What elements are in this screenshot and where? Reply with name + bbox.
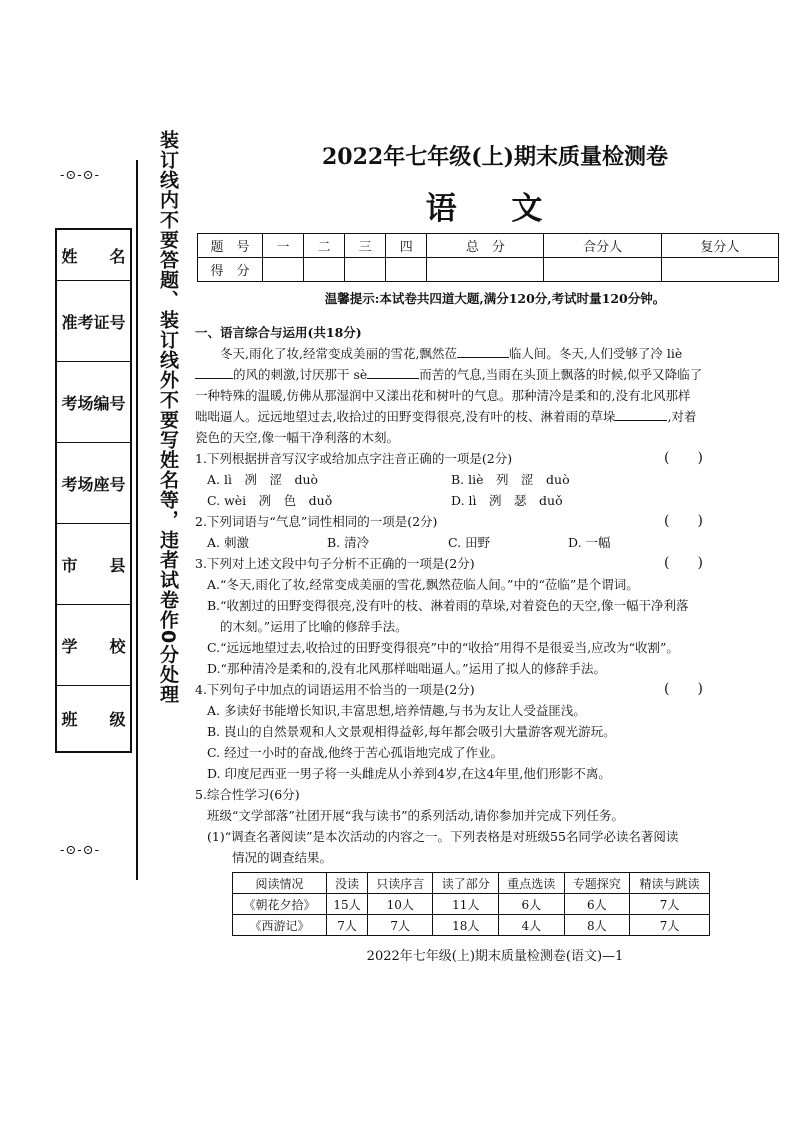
- score-header-cell: 二: [304, 234, 345, 258]
- table-header-cell: 专题探究: [564, 873, 630, 894]
- field-name[interactable]: 姓 名: [57, 230, 130, 281]
- question-3-option-a[interactable]: A.“冬天,雨化了妆,经常变成美丽的雪花,飘然莅临人间。”中的“莅临”是个谓词。: [207, 577, 639, 592]
- score-header-cell: 复分人: [661, 234, 778, 258]
- question-5-intro: 班级“文学部落”社团开展“我与读书”的系列活动,请你参加并完成下列任务。: [207, 808, 625, 823]
- score-input-cell[interactable]: [427, 258, 544, 282]
- score-input-cell[interactable]: [263, 258, 304, 282]
- table-cell: 7人: [367, 915, 433, 936]
- page-footer: 2022年七年级(上)期末质量检测卷(语文)—1: [366, 949, 624, 964]
- score-table-header-row: [198, 234, 779, 258]
- question-3-answer-paren[interactable]: ( ): [664, 555, 703, 571]
- binding-decoration-top: -⊙-⊙-: [60, 168, 100, 183]
- score-input-cell[interactable]: [544, 258, 661, 282]
- question-4-option-b[interactable]: B. 崀山的自然景观和人文景观相得益彰,每年都会吸引大量游客观光游玩。: [207, 724, 616, 739]
- table-cell: 15人: [327, 894, 368, 915]
- field-school[interactable]: 学 校: [57, 605, 130, 686]
- table-cell: 10人: [367, 894, 433, 915]
- answer-blank[interactable]: [457, 357, 509, 358]
- question-1-stem: 1.下列根据拼音写汉字或给加点字注音正确的一项是(2分): [195, 451, 513, 466]
- score-table-score-row: [198, 258, 779, 282]
- field-exam-number[interactable]: 准考证号: [57, 281, 130, 362]
- question-1-option-c[interactable]: C. wèi 冽 色 duǒ: [207, 493, 333, 508]
- score-input-cell[interactable]: [304, 258, 345, 282]
- question-2-option-d[interactable]: D. 一幅: [568, 535, 611, 550]
- answer-blank[interactable]: [367, 378, 419, 379]
- passage-line: 一种特殊的温暖,仿佛从那湿润中又漾出花和树叶的气息。那种清冷是柔和的,没有北风那样: [195, 388, 691, 403]
- score-input-cell[interactable]: [386, 258, 427, 282]
- question-5-stem: 5.综合性学习(6分): [195, 787, 300, 802]
- passage-text: 咄咄逼人。远远地望过去,收拾过的田野变得很亮,没有叶的枝、淋着雨的草垛: [195, 409, 616, 424]
- score-header-cell: 总 分: [427, 234, 544, 258]
- score-table: [197, 233, 779, 282]
- table-header-cell: 只读序言: [367, 873, 433, 894]
- score-row-label: 得 分: [198, 258, 263, 282]
- answer-blank[interactable]: [615, 420, 667, 421]
- question-4-stem: 4.下列句子中加点的词语运用不恰当的一项是(2分): [195, 682, 475, 697]
- table-cell: 《西游记》: [233, 915, 327, 936]
- question-3-option-c[interactable]: C.“远远地望过去,收拾过的田野变得很亮”中的“收拾”用得不是很妥当,应改为“收割”。: [207, 640, 679, 655]
- question-5-sub1: (1)“调查名著阅读”是本次活动的内容之一。下列表格是对班级55名同学必读名著阅读: [207, 829, 679, 844]
- question-3-stem: 3.下列对上述文段中句子分析不正确的一项是(2分): [195, 556, 475, 571]
- table-row: [233, 915, 710, 936]
- question-1-answer-paren[interactable]: ( ): [664, 450, 703, 466]
- table-cell: 7人: [630, 915, 710, 936]
- question-2-option-b[interactable]: B. 清冷: [327, 535, 370, 550]
- score-header-cell: 合分人: [544, 234, 661, 258]
- exam-tip: 温馨提示:本试卷共四道大题,满分120分,考试时量120分钟。: [324, 291, 666, 306]
- question-2-answer-paren[interactable]: ( ): [664, 513, 703, 529]
- table-header-cell: 精读与跳读: [630, 873, 710, 894]
- score-header-cell: 题 号: [198, 234, 263, 258]
- question-1-option-b[interactable]: B. liè 列 涩 duò: [451, 472, 570, 487]
- table-cell: 7人: [327, 915, 368, 936]
- passage-line: [195, 364, 702, 386]
- table-cell: 11人: [433, 894, 499, 915]
- question-3-option-b-cont: 的木刻。”运用了比喻的修辞手法。: [220, 619, 408, 634]
- binding-notice: 装订线内不要答题、装订线外不要写姓名等，违者试卷作0分处理: [157, 130, 179, 705]
- question-5-sub1-cont: 情况的调查结果。: [232, 850, 333, 865]
- score-header-cell: 四: [386, 234, 427, 258]
- field-city-county[interactable]: 市 县: [57, 524, 130, 605]
- table-cell: 6人: [564, 894, 630, 915]
- section-heading: 一、语言综合与运用(共18分): [195, 325, 362, 340]
- table-cell: 《朝花夕拾》: [233, 894, 327, 915]
- table-cell: 8人: [564, 915, 630, 936]
- table-cell: 6人: [499, 894, 565, 915]
- table-cell: 7人: [630, 894, 710, 915]
- table-header-cell: 没读: [327, 873, 368, 894]
- field-exam-room[interactable]: 考场编号: [57, 362, 130, 443]
- binding-line: [136, 160, 138, 880]
- score-header-cell: 一: [263, 234, 304, 258]
- passage-line: [195, 406, 696, 428]
- question-1-option-d[interactable]: D. lì 洌 瑟 duǒ: [451, 493, 563, 508]
- passage-line: [220, 343, 682, 365]
- question-1-option-a[interactable]: A. lì 冽 涩 duò: [207, 472, 319, 487]
- table-header-cell: 阅读情况: [233, 873, 327, 894]
- answer-blank[interactable]: [195, 378, 233, 379]
- question-4-option-c[interactable]: C. 经过一小时的奋战,他终于苦心孤诣地完成了作业。: [207, 745, 504, 760]
- field-seat-number[interactable]: 考场座号: [57, 443, 130, 524]
- table-cell: 18人: [433, 915, 499, 936]
- score-input-cell[interactable]: [345, 258, 386, 282]
- exam-title: 2022年七年级(上)期末质量检测卷: [321, 144, 669, 170]
- field-class[interactable]: 班 级: [61, 710, 126, 729]
- table-cell: 4人: [499, 915, 565, 936]
- question-3-option-d[interactable]: D.“那种清冷是柔和的,没有北风那样咄咄逼人。”运用了拟人的修辞手法。: [207, 661, 607, 676]
- passage-text: 冬天,雨化了妆,经常变成美丽的雪花,飘然莅: [220, 346, 457, 361]
- passage-line: 瓷色的天空,像一幅干净利落的木刻。: [195, 430, 399, 445]
- question-3-option-b[interactable]: B.“收割过的田野变得很亮,没有叶的枝、淋着雨的草垛,对着瓷色的天空,像一幅干净利落: [207, 598, 689, 613]
- table-header-cell: 读了部分: [433, 873, 499, 894]
- passage-text: 的风的刺激,讨厌那干 sè: [233, 367, 368, 382]
- score-input-cell[interactable]: [661, 258, 778, 282]
- question-2-stem: 2.下列词语与“气息”词性相同的一项是(2分): [195, 514, 438, 529]
- passage-text: 临人间。冬天,人们受够了冷 liè: [508, 346, 683, 361]
- student-info-box: [55, 228, 132, 753]
- table-row: [233, 894, 710, 915]
- passage-text: 而苦的气息,当雨在头顶上飘落的时候,似乎又降临了: [419, 367, 703, 382]
- binding-decoration-bottom: -⊙-⊙-: [60, 843, 100, 858]
- reading-survey-table: [232, 872, 710, 936]
- subject-title: 语 文: [425, 191, 565, 227]
- question-4-option-a[interactable]: A. 多读好书能增长知识,丰富思想,培养情趣,与书为友让人受益匪浅。: [207, 703, 586, 718]
- table-header-cell: 重点选读: [499, 873, 565, 894]
- table-header-row: [233, 873, 710, 894]
- question-2-option-c[interactable]: C. 田野: [448, 535, 491, 550]
- passage-text: ,对着: [667, 409, 697, 424]
- question-4-answer-paren[interactable]: ( ): [664, 681, 703, 697]
- question-4-option-d[interactable]: D. 印度尼西亚一男子将一头雌虎从小养到4岁,在这4年里,他们形影不离。: [207, 766, 611, 781]
- score-header-cell: 三: [345, 234, 386, 258]
- question-2-option-a[interactable]: A. 刺激: [207, 535, 249, 550]
